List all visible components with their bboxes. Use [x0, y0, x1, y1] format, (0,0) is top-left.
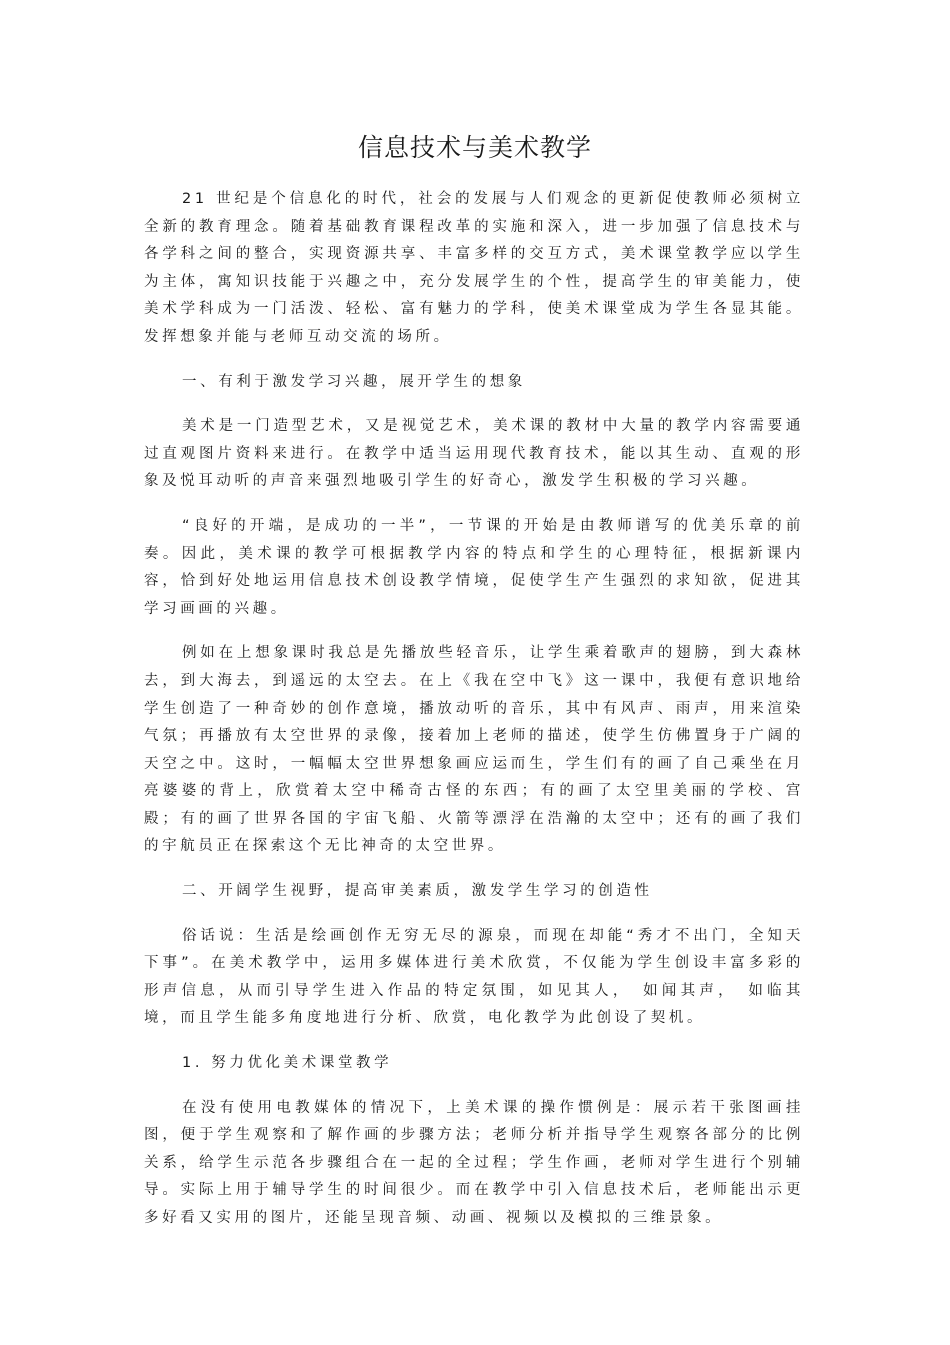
document-title: 信息技术与美术教学	[357, 133, 592, 162]
paragraph-classroom-optimization: 在没有使用电教媒体的情况下，上美术课的操作惯例是：展示若干张图画挂图，便于学生观察和了解作画的步骤方法；老师分析并指导学生观察各部分的比例关系，给学生示范各步骤组合在一起的全过程；学生作画，老师对学生进行个别辅导。实际上用于辅导学生的时间很少。而在教学中引入信息技术后，老师能出示更多好看又实用的图片，还能呈现音频、动画、视频以及模拟的三维景象。	[144, 1099, 804, 1226]
paragraph-good-start: “良好的开端，是成功的一半”，一节课的开始是由教师谱写的优美乐章的前奏。因此，美术课的教学可根据教学内容的特点和学生的心理特征，根据新课内容，恰到好处地运用信息技术创设教学情境，促使学生产生强烈的求知欲，促进其学习画画的兴趣。	[144, 517, 804, 617]
document-body	[144, 186, 804, 1250]
section-heading-1: 一、有利于激发学习兴趣，展开学生的想象	[182, 373, 526, 390]
paragraph-imagination-example: 例如在上想象课时我总是先播放些轻音乐，让学生乘着歌声的翅膀，到大森林去，到大海去，到遥远的太空去。在上《我在空中飞》这一课中，我便有意识地给学生创造了一种奇妙的创作意境，播放动听的音乐，其中有风声、雨声，用来渲染气氛；再播放有太空世界的录像，接着加上老师的描述，使学生仿佛置身于广阔的天空之中。这时，一幅幅太空世界想象画应运而生，学生们有的画了自己乘坐在月亮婆婆的背上，欣赏着太空中稀奇古怪的东西；有的画了太空里美丽的学校、宫殿；有的画了世界各国的宇宙飞船、火箭等漂浮在浩瀚的太空中；还有的画了我们的宇航员正在探索这个无比神奇的太空世界。	[144, 645, 804, 855]
paragraph-intro: 21 世纪是个信息化的时代，社会的发展与人们观念的更新促使教师必须树立全新的教育理念。随着基础教育课程改革的实施和深入，进一步加强了信息技术与各学科之间的整合，实现资源共享、丰富多样的交互方式，美术课堂教学应以学生为主体，寓知识技能于兴趣之中，充分发展学生的个性，提高学生的审美能力，使美术学科成为一门活泼、轻松、富有魅力的学科，使美术课堂成为学生各显其能。发挥想象并能与老师互动交流的场所。	[144, 191, 804, 345]
paragraph-visual-art: 美术是一门造型艺术，又是视觉艺术，美术课的教材中大量的教学内容需要通过直观图片资料来进行。在教学中适当运用现代教育技术，能以其生动、直观的形象及悦耳动听的声音来强烈地吸引学生的好奇心，激发学生积极的学习兴趣。	[144, 418, 804, 490]
section-heading-2: 二、开阔学生视野，提高审美素质，激发学生学习的创造性	[182, 883, 653, 900]
subsection-heading-1: 1. 努力优化美术课堂教学	[182, 1055, 393, 1072]
paragraph-multimedia-appreciation: 俗话说：生活是绘画创作无穷无尽的源泉，而现在却能“秀才不出门，全知天下事”。在美术教学中，运用多媒体进行美术欣赏，不仅能为学生创设丰富多彩的形声信息，从而引导学生进入作品的特定氛围，如见其人， 如闻其声， 如临其境，而且学生能多角度地进行分析、欣赏，电化教学为此创设了契机。	[144, 927, 804, 1027]
